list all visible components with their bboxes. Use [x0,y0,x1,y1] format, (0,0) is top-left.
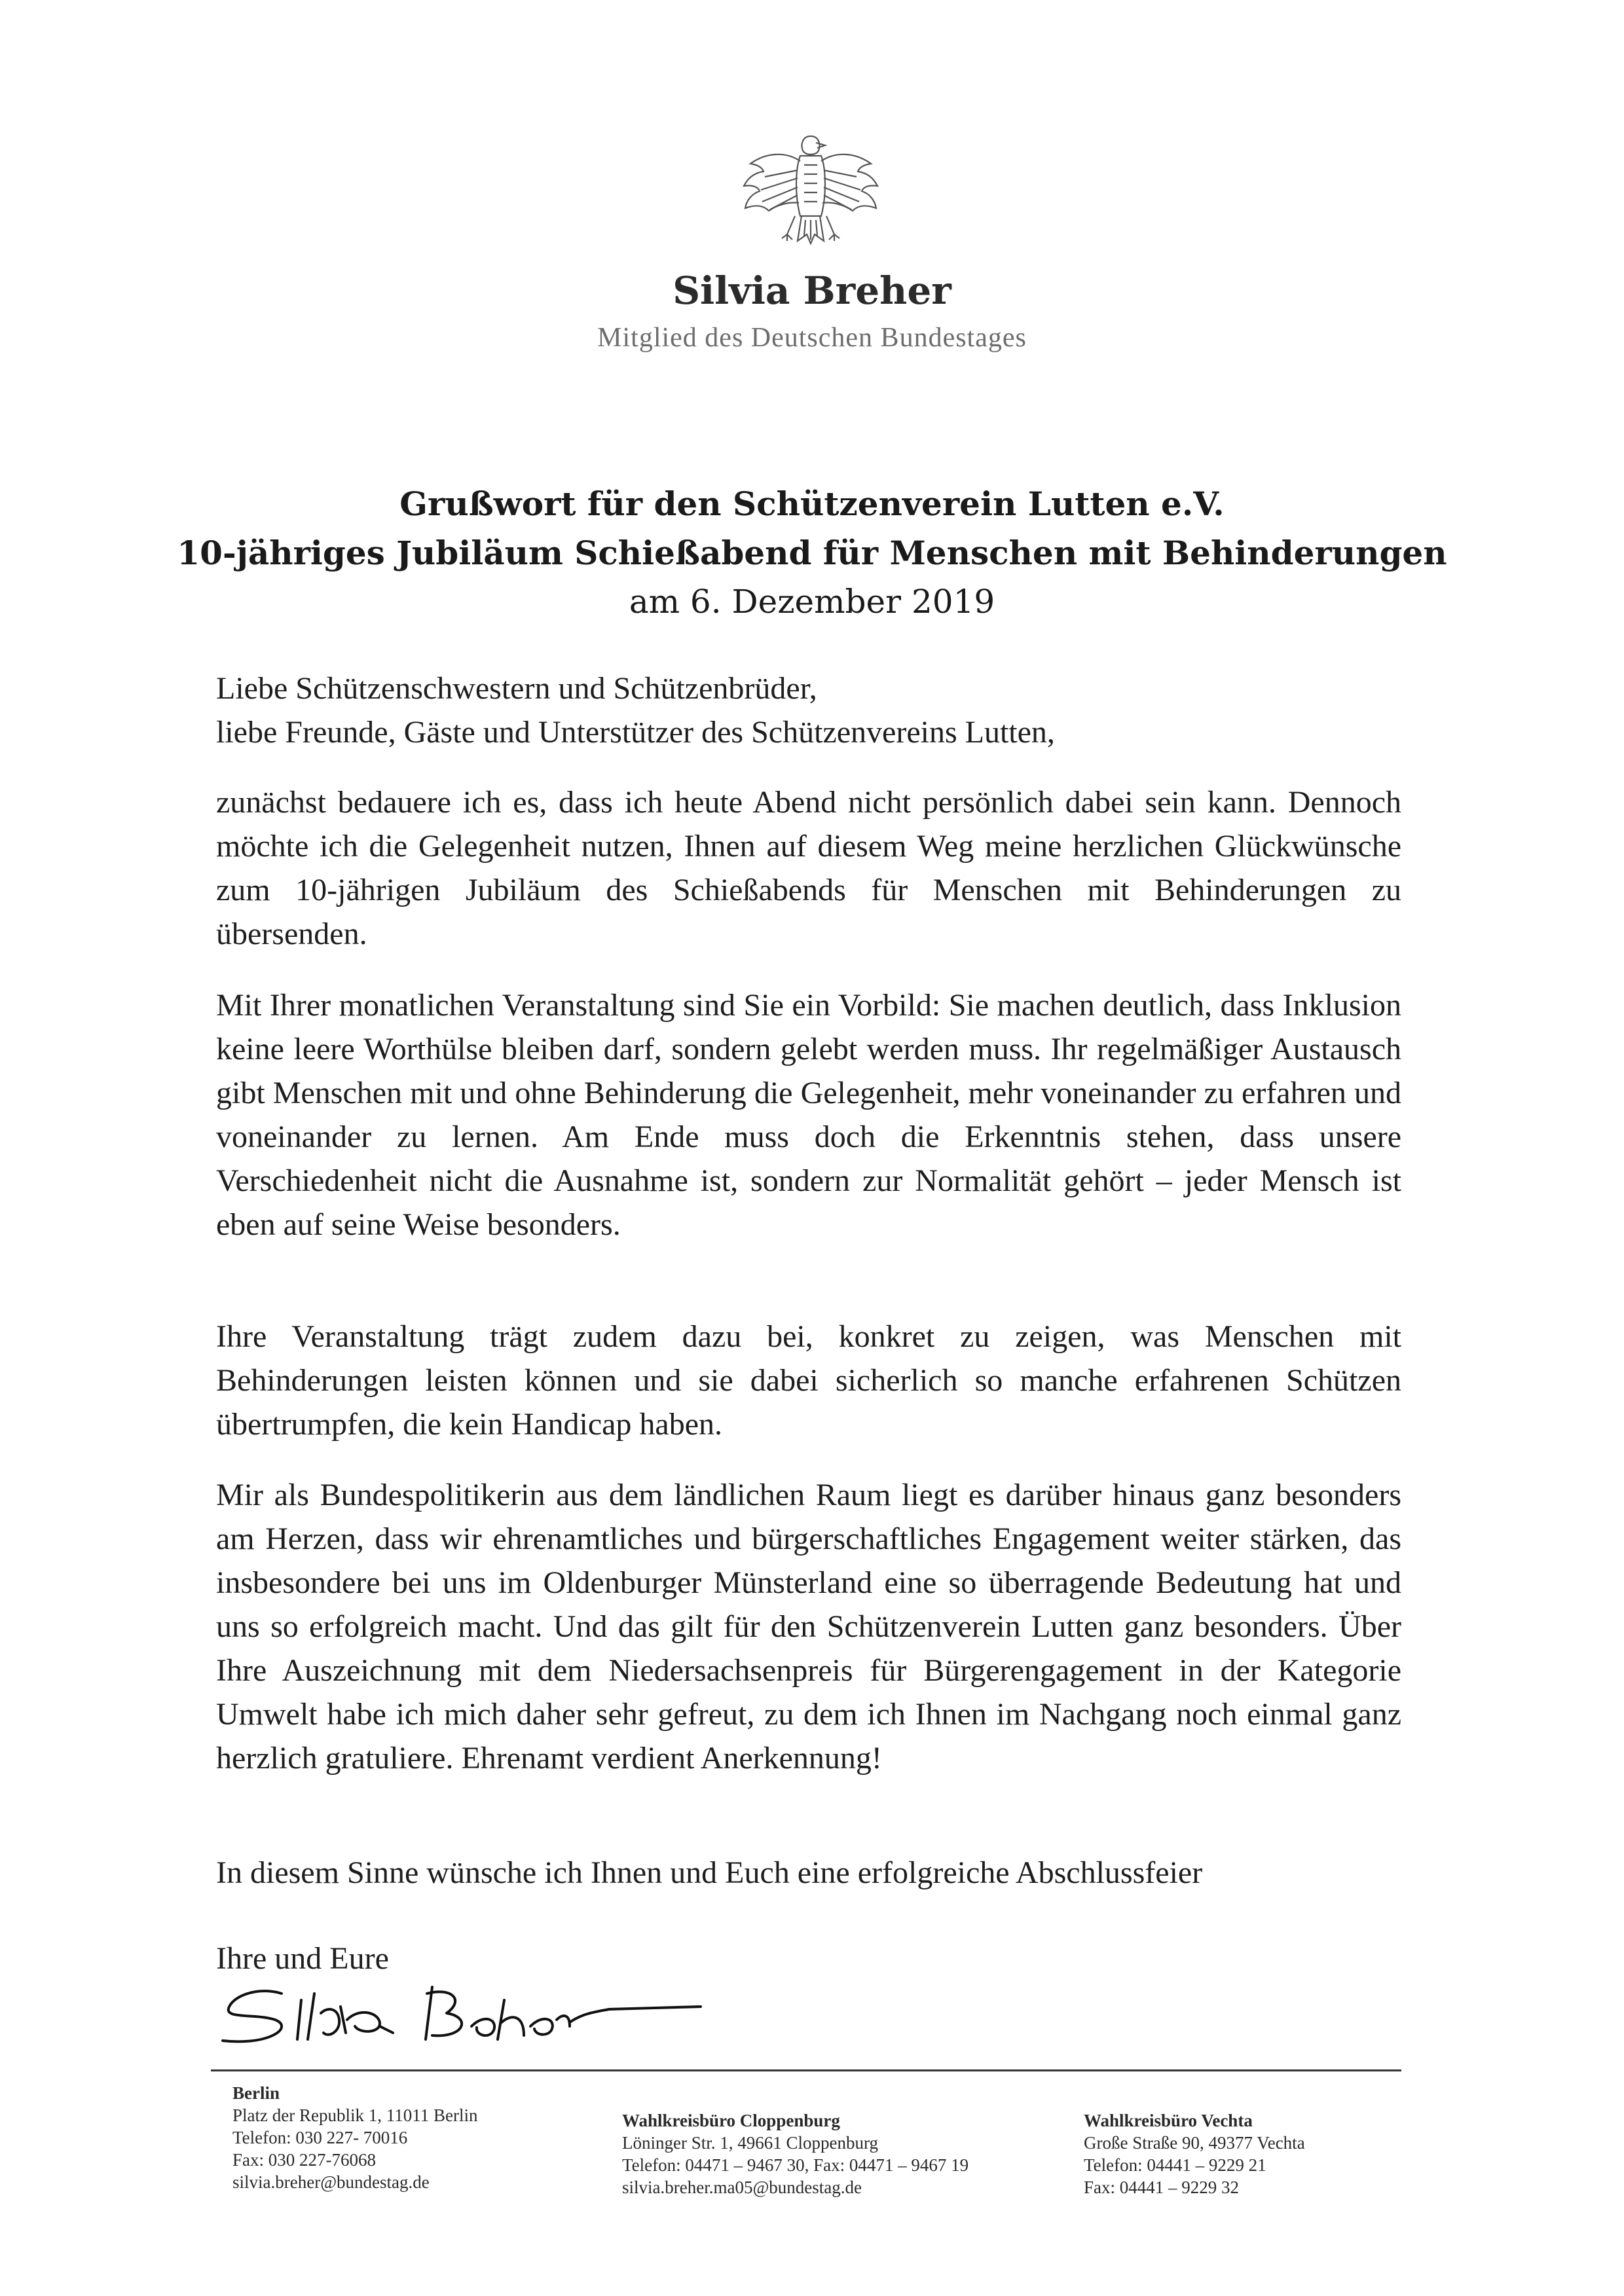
body-paragraph: Mit Ihrer monatlichen Veranstaltung sind Sie ein Vorbild: Sie machen deutlich, dass Inklusion keine leere Worthülse bleiben darf, sondern gelebt werden muss. Ihr regelmäßiger Austausch gibt Menschen mit und ohne Behinderung die Gelegenheit, mehr voneinander zu erfahren und voneinander zu lernen. Am Ende muss doch die Erkenntnis stehen, dass unsere Verschiedenheit nicht die Ausnahme ist, sondern zur Normalität gehört – jeder Mensch ist eben auf seine Weise besonders. [216,988,1401,1242]
footer-email: silvia.breher.ma05@bundestag.de [622,2178,862,2197]
salutation [216,666,1401,754]
footer-fax: Fax: 030 227-76068 [232,2150,376,2170]
closing-text: Ihre und Eure [216,1941,389,1976]
handwritten-signature [216,1967,727,2066]
body-paragraph: Mir als Bundespolitikerin aus dem ländlichen Raum liegt es darüber hinaus ganz besonders am Herzen, dass wir ehrenamtliches und bürgerschaftliches Engagement weiter stärken, das insbesondere bei uns im Oldenburger Münsterland eine so überragende Bedeutung hat und uns so erfolgreich macht. Und das gilt für den Schützenverein Lutten ganz besonders. Über Ihre Auszeichnung mit dem Niedersachsenpreis für Bürgerengagement in der Kategorie Umwelt habe ich mich daher sehr gefreut, zu dem ich Ihnen im Nachgang noch einmal ganz herzlich gratuliere. Ehrenamt verdient Anerkennung! [216,1478,1401,1776]
bundestag-eagle-icon [732,124,889,255]
footer-address: Platz der Republik 1, 11011 Berlin [232,2105,478,2125]
body-paragraph: zunächst bedauere ich es, dass ich heute Abend nicht persönlich dabei sein kann. Dennoch möchte ich die Gelegenheit nutzen, Ihnen auf diesem Weg meine herzlichen Glückwünsche zum 10-jährigen Jubiläum des Schießabends für Menschen mit Behinderungen zu übersenden. [216,785,1401,951]
salutation-line: Liebe Schützenschwestern und Schützenbrüder, [216,671,817,706]
footer-heading: Wahlkreisbüro Vechta [1084,2111,1253,2130]
letter-subtitle: 10-jähriges Jubiläum Schießabend für Menschen mit Behinderungen [177,534,1447,572]
footer-address-vechta [1084,2109,1398,2198]
footer-heading: Wahlkreisbüro Cloppenburg [622,2111,840,2130]
footer-divider [211,2069,1401,2071]
footer-address-cloppenburg [622,2109,1067,2198]
footer-address: Löninger Str. 1, 49661 Cloppenburg [622,2133,878,2153]
sender-name: Silvia Breher [673,268,951,313]
footer-address: Große Straße 90, 49377 Vechta [1084,2133,1305,2153]
footer-phone: Telefon: 04441 – 9229 21 [1084,2155,1266,2175]
body-paragraph: In diesem Sinne wünsche ich Ihnen und Euch eine erfolgreiche Abschlussfeier [216,1855,1203,1890]
footer-address-berlin [232,2082,547,2193]
footer-phone: Telefon: 030 227- 70016 [232,2128,408,2147]
salutation-line: liebe Freunde, Gäste und Unterstützer des Schützenvereins Lutten, [216,715,1055,750]
sender-role: Mitglied des Deutschen Bundestages [597,323,1027,353]
footer-phone-fax: Telefon: 04471 – 9467 30, Fax: 04471 – 9467 19 [622,2155,969,2175]
footer-heading: Berlin [232,2083,280,2103]
letter-title: Grußwort für den Schützenverein Lutten e.V. [399,484,1225,523]
footer-fax: Fax: 04441 – 9229 32 [1084,2178,1240,2197]
footer-email: silvia.breher@bundestag.de [232,2172,430,2192]
body-paragraph: Ihre Veranstaltung trägt zudem dazu bei, konkret zu zeigen, was Menschen mit Behinderungen leisten können und sie dabei sicherlich so manche erfahrenen Schützen übertrumpfen, die kein Handicap haben. [216,1319,1401,1442]
letter-date: am 6. Dezember 2019 [629,583,995,621]
